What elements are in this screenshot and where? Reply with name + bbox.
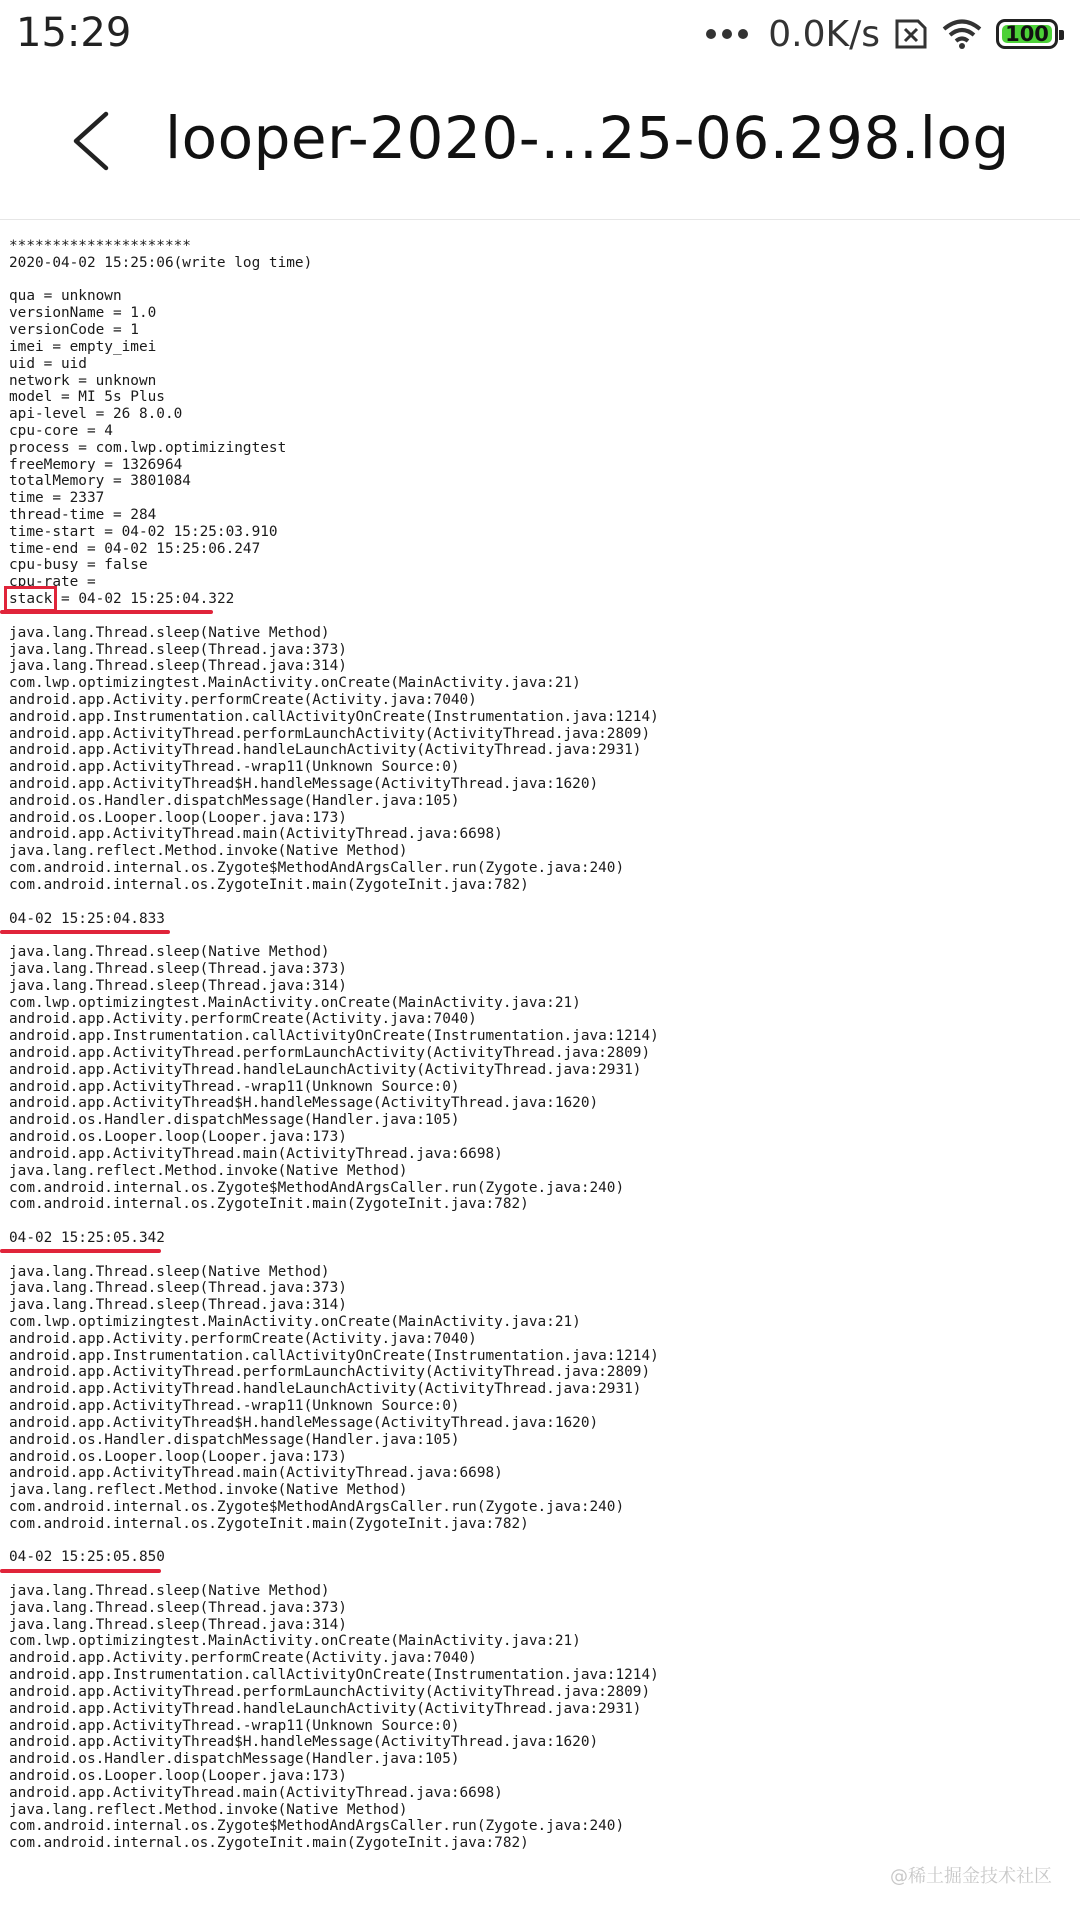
watermark: @稀土掘金技术社区 <box>890 1866 1052 1887</box>
stack-frame-line: android.os.Looper.loop(Looper.java:173) <box>9 1129 347 1146</box>
log-header-line: uid = uid <box>9 355 87 372</box>
stack-frame-line: java.lang.Thread.sleep(Native Method) <box>9 624 330 641</box>
status-icons <box>706 12 1058 56</box>
stack-frame-line: android.app.ActivityThread.-wrap11(Unknown Source:0) <box>9 759 460 776</box>
stack-frame-line: com.lwp.optimizingtest.MainActivity.onCreate(MainActivity.java:21) <box>9 994 581 1011</box>
app-bar <box>0 70 1080 220</box>
log-header-line: cpu-busy = false <box>9 557 148 574</box>
stack-frame-line: android.app.ActivityThread.performLaunchActivity(ActivityThread.java:2809) <box>9 1683 651 1700</box>
highlight-underline <box>0 1569 161 1573</box>
status-bar <box>0 0 1080 70</box>
page-title: looper-2020-…25-06.298.log <box>165 104 1010 172</box>
log-header-line: time = 2337 <box>9 490 105 507</box>
stack-frame-line: android.app.ActivityThread.handleLaunchActivity(ActivityThread.java:2931) <box>9 1700 642 1717</box>
stack-frame-line: android.app.ActivityThread.-wrap11(Unknown Source:0) <box>9 1398 460 1415</box>
log-blank-line <box>9 894 1069 911</box>
stack-separator: = <box>52 591 79 608</box>
stack-start-line <box>9 591 1069 608</box>
stack-timestamp: 04-02 15:25:04.833 <box>9 910 165 927</box>
stack-frame-line: java.lang.Thread.sleep(Native Method) <box>9 1583 330 1599</box>
stack-frame-line: com.android.internal.os.ZygoteInit.main(ZygoteInit.java:782) <box>9 1196 529 1213</box>
stack-frame-line: android.app.ActivityThread.main(ActivityThread.java:6698) <box>9 1465 503 1482</box>
stack-frame-line: java.lang.Thread.sleep(Native Method) <box>9 1263 330 1280</box>
log-header-line: freeMemory = 1326964 <box>9 456 183 473</box>
log-header-line: cpu-rate = <box>9 574 96 591</box>
stack-frame-line: android.app.ActivityThread.main(ActivityThread.java:6698) <box>9 826 503 843</box>
stack-frame-line: android.app.Activity.performCreate(Activity.java:7040) <box>9 691 477 708</box>
stack-timestamp: 04-02 15:25:05.342 <box>9 1229 165 1246</box>
stack-timestamp: 04-02 15:25:05.850 <box>9 1549 165 1566</box>
stack-frame-line: com.lwp.optimizingtest.MainActivity.onCreate(MainActivity.java:21) <box>9 1314 581 1330</box>
stack-frame-line: java.lang.Thread.sleep(Thread.java:373) <box>9 960 347 977</box>
log-header-line: versionName = 1.0 <box>9 305 157 322</box>
stack-frame-line: android.app.ActivityThread.-wrap11(Unknown Source:0) <box>9 1078 460 1095</box>
stack-frame-line: com.android.internal.os.Zygote$MethodAndArgsCaller.run(Zygote.java:240) <box>9 1818 625 1835</box>
stack-frame-line: android.app.Instrumentation.callActivityOnCreate(Instrumentation.java:1214) <box>9 708 659 725</box>
stack-frame-line: android.app.ActivityThread$H.handleMessage(ActivityThread.java:1620) <box>9 1414 599 1431</box>
chevron-left-icon <box>62 108 122 174</box>
stack-frame-line: com.android.internal.os.Zygote$MethodAndArgsCaller.run(Zygote.java:240) <box>9 1498 625 1515</box>
stack-frame-line: android.os.Handler.dispatchMessage(Handler.java:105) <box>9 1751 460 1768</box>
stack-frame-line: android.os.Handler.dispatchMessage(Handler.java:105) <box>9 792 460 809</box>
stack-frame-line: java.lang.Thread.sleep(Thread.java:314) <box>9 977 347 994</box>
stack-frame-line: android.app.ActivityThread$H.handleMessage(ActivityThread.java:1620) <box>9 1734 599 1751</box>
stack-frame-line: android.os.Looper.loop(Looper.java:173) <box>9 1448 347 1465</box>
status-time: 15:29 <box>16 10 132 56</box>
stack-frame-line: com.android.internal.os.ZygoteInit.main(ZygoteInit.java:782) <box>9 1835 529 1852</box>
no-sim-icon <box>894 19 928 49</box>
stack-frame-line: android.app.ActivityThread.handleLaunchActivity(ActivityThread.java:2931) <box>9 1381 642 1398</box>
stack-frame-line: java.lang.Thread.sleep(Thread.java:373) <box>9 641 347 658</box>
stack-frame-line: android.app.ActivityThread$H.handleMessage(ActivityThread.java:1620) <box>9 1095 599 1112</box>
log-header-line: process = com.lwp.optimizingtest <box>9 439 287 456</box>
stack-frame-line: java.lang.Thread.sleep(Native Method) <box>9 944 330 961</box>
stack-frame-line: android.app.Instrumentation.callActivityOnCreate(Instrumentation.java:1214) <box>9 1347 659 1364</box>
log-header-line: ********************* <box>9 238 191 254</box>
log-header-line: model = MI 5s Plus <box>9 389 165 406</box>
stack-frame-line: java.lang.Thread.sleep(Thread.java:373) <box>9 1280 347 1297</box>
stack-frame-line: com.lwp.optimizingtest.MainActivity.onCreate(MainActivity.java:21) <box>9 1633 581 1650</box>
log-blank-line <box>9 1533 1069 1550</box>
log-header-line: time-end = 04-02 15:25:06.247 <box>9 540 261 557</box>
stack-frame-line: android.os.Looper.loop(Looper.java:173) <box>9 1767 347 1784</box>
log-header-line <box>9 272 1069 289</box>
log-content <box>9 238 1069 1852</box>
stack-frame-line: android.app.ActivityThread.performLaunchActivity(ActivityThread.java:2809) <box>9 1045 651 1061</box>
stack-frame-line: android.app.ActivityThread.handleLaunchActivity(ActivityThread.java:2931) <box>9 1061 642 1078</box>
stack-frame-line: java.lang.reflect.Method.invoke(Native Method) <box>9 1482 408 1499</box>
log-header-line: totalMemory = 3801084 <box>9 473 191 490</box>
stack-frame-line: android.app.Instrumentation.callActivityOnCreate(Instrumentation.java:1214) <box>9 1028 659 1045</box>
stack-frame-line: android.app.ActivityThread.handleLaunchActivity(ActivityThread.java:2931) <box>9 742 642 759</box>
stack-frame-line: android.os.Handler.dispatchMessage(Handler.java:105) <box>9 1431 460 1448</box>
highlight-underline <box>0 930 170 934</box>
log-header-line: imei = empty_imei <box>9 338 157 355</box>
highlight-underline <box>0 1249 161 1253</box>
network-speed: 0.0K/s <box>768 13 880 55</box>
stack-frame-line: java.lang.Thread.sleep(Thread.java:314) <box>9 1616 347 1633</box>
log-header-line: 2020-04-02 15:25:06(write log time) <box>9 254 313 271</box>
stack-frame-line: android.app.ActivityThread.-wrap11(Unknown Source:0) <box>9 1717 460 1734</box>
stack-frame-line: java.lang.reflect.Method.invoke(Native Method) <box>9 843 408 860</box>
stack-frame-line: com.android.internal.os.ZygoteInit.main(ZygoteInit.java:782) <box>9 1515 529 1532</box>
stack-frame-line: java.lang.Thread.sleep(Thread.java:373) <box>9 1599 347 1616</box>
stack-frame-line: java.lang.reflect.Method.invoke(Native Method) <box>9 1801 408 1818</box>
log-blank-line <box>9 1566 1069 1583</box>
stack-frame-line: com.android.internal.os.ZygoteInit.main(ZygoteInit.java:782) <box>9 876 529 893</box>
stack-frame-line: android.app.ActivityThread.main(ActivityThread.java:6698) <box>9 1784 503 1801</box>
stack-frame-line: com.lwp.optimizingtest.MainActivity.onCreate(MainActivity.java:21) <box>9 675 581 692</box>
log-header-line: api-level = 26 8.0.0 <box>9 406 183 423</box>
stack-frame-line: android.os.Looper.loop(Looper.java:173) <box>9 809 347 826</box>
stack-time: 04-02 15:25:04.322 <box>78 591 235 608</box>
log-header-line: versionCode = 1 <box>9 322 139 339</box>
log-header-line: network = unknown <box>9 372 157 389</box>
stack-frame-line: android.app.Activity.performCreate(Activity.java:7040) <box>9 1011 477 1028</box>
log-blank-line <box>9 1247 1069 1264</box>
stack-frame-line: android.app.ActivityThread.main(ActivityThread.java:6698) <box>9 1145 503 1162</box>
stack-frame-line: android.app.ActivityThread$H.handleMessage(ActivityThread.java:1620) <box>9 776 599 792</box>
log-header-line: thread-time = 284 <box>9 507 157 523</box>
stack-frame-line: android.app.ActivityThread.performLaunchActivity(ActivityThread.java:2809) <box>9 725 651 742</box>
highlight-underline <box>0 610 213 614</box>
stack-frame-line: java.lang.Thread.sleep(Thread.java:314) <box>9 1297 347 1314</box>
stack-key-highlight: stack <box>9 591 53 608</box>
wifi-icon <box>942 18 982 50</box>
log-header-line: time-start = 04-02 15:25:03.910 <box>9 523 278 540</box>
stack-frame-line: android.app.ActivityThread.performLaunchActivity(ActivityThread.java:2809) <box>9 1364 651 1381</box>
stack-frame-line: java.lang.Thread.sleep(Thread.java:314) <box>9 658 347 675</box>
battery-icon <box>996 19 1058 49</box>
log-header-line: qua = unknown <box>9 288 122 305</box>
stack-frame-line: android.app.Activity.performCreate(Activity.java:7040) <box>9 1330 477 1347</box>
log-header-line: cpu-core = 4 <box>9 422 113 439</box>
more-dots-icon <box>706 29 748 39</box>
stack-frame-line: android.app.Instrumentation.callActivityOnCreate(Instrumentation.java:1214) <box>9 1667 659 1684</box>
battery-level-text: 100 <box>1005 22 1049 46</box>
back-button[interactable] <box>62 108 122 174</box>
stack-frame-line: com.android.internal.os.Zygote$MethodAndArgsCaller.run(Zygote.java:240) <box>9 1179 625 1196</box>
log-blank-line <box>9 1213 1069 1230</box>
stack-frame-line: android.app.Activity.performCreate(Activity.java:7040) <box>9 1650 477 1667</box>
stack-frame-line: android.os.Handler.dispatchMessage(Handler.java:105) <box>9 1112 460 1129</box>
stack-frame-line: java.lang.reflect.Method.invoke(Native Method) <box>9 1162 408 1179</box>
stack-frame-line: com.android.internal.os.Zygote$MethodAndArgsCaller.run(Zygote.java:240) <box>9 860 625 877</box>
